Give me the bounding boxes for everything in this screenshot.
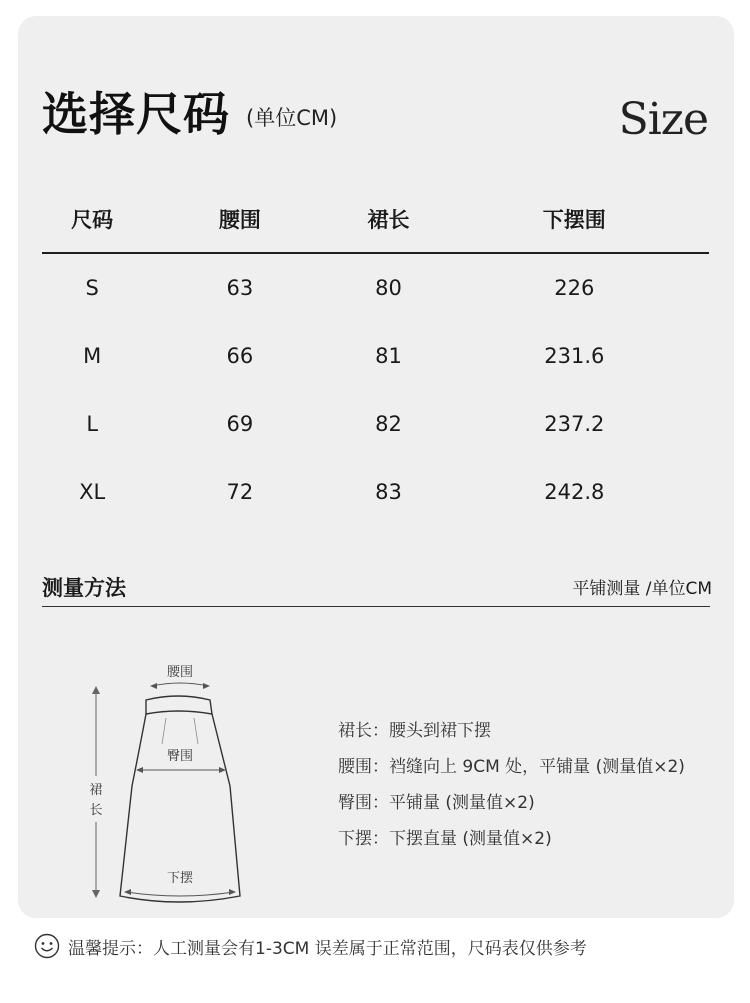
note-length: 裙长：腰头到裙下摆 [338, 721, 491, 741]
length-label-2: 长 [89, 803, 103, 818]
column-header-waist: 腰围 [218, 208, 261, 232]
cell-hem: 237.2 [544, 412, 605, 436]
cell-size: L [86, 412, 99, 436]
cell-length: 82 [375, 412, 402, 436]
cell-length: 80 [375, 276, 402, 300]
smile-icon [34, 933, 60, 959]
cell-hem: 242.8 [544, 480, 605, 504]
method-title: 测量方法 [42, 576, 126, 600]
size-chart-card [18, 16, 734, 918]
skirt-diagram [74, 656, 294, 906]
table-row [42, 322, 709, 390]
page-title: 选择尺码 [42, 87, 230, 141]
cell-waist: 63 [226, 276, 254, 300]
footer-tip [34, 933, 587, 959]
method-note: 平铺测量 /单位CM [572, 579, 712, 599]
cell-size: XL [79, 480, 106, 504]
cell-length: 81 [375, 344, 402, 368]
table-row [42, 254, 709, 322]
table-row [42, 458, 709, 526]
column-header-size: 尺码 [71, 208, 114, 232]
table-row [42, 390, 709, 458]
table-body [42, 254, 709, 526]
size-logo: Size [618, 94, 708, 145]
measurement-notes [338, 718, 685, 862]
cell-waist: 69 [226, 412, 254, 436]
size-table [42, 186, 709, 526]
cell-hem: 226 [554, 276, 595, 300]
unit-label: (单位CM) [246, 106, 338, 130]
cell-waist: 72 [226, 480, 254, 504]
cell-length: 83 [375, 480, 402, 504]
table-header [42, 186, 709, 254]
waist-label: 腰围 [166, 665, 194, 680]
hip-label: 臀围 [166, 749, 194, 764]
cell-hem: 231.6 [544, 344, 605, 368]
note-hip: 臀围：平铺量 (测量值×2) [338, 793, 535, 813]
hem-label: 下摆 [166, 871, 194, 886]
cell-size: M [83, 344, 102, 368]
cell-size: S [85, 276, 99, 300]
length-label-1: 裙 [89, 783, 103, 798]
column-header-hem: 下摆围 [542, 208, 606, 232]
footer-text: 温馨提示：人工测量会有1-3CM 误差属于正常范围，尺码表仅供参考 [68, 938, 587, 959]
cell-waist: 66 [226, 344, 254, 368]
column-header-length: 裙长 [367, 208, 410, 232]
note-hem: 下摆：下摆直量 (测量值×2) [338, 829, 552, 849]
note-waist: 腰围：裆缝向上 9CM 处，平铺量 (测量值×2) [338, 757, 685, 777]
method-divider [42, 606, 710, 607]
